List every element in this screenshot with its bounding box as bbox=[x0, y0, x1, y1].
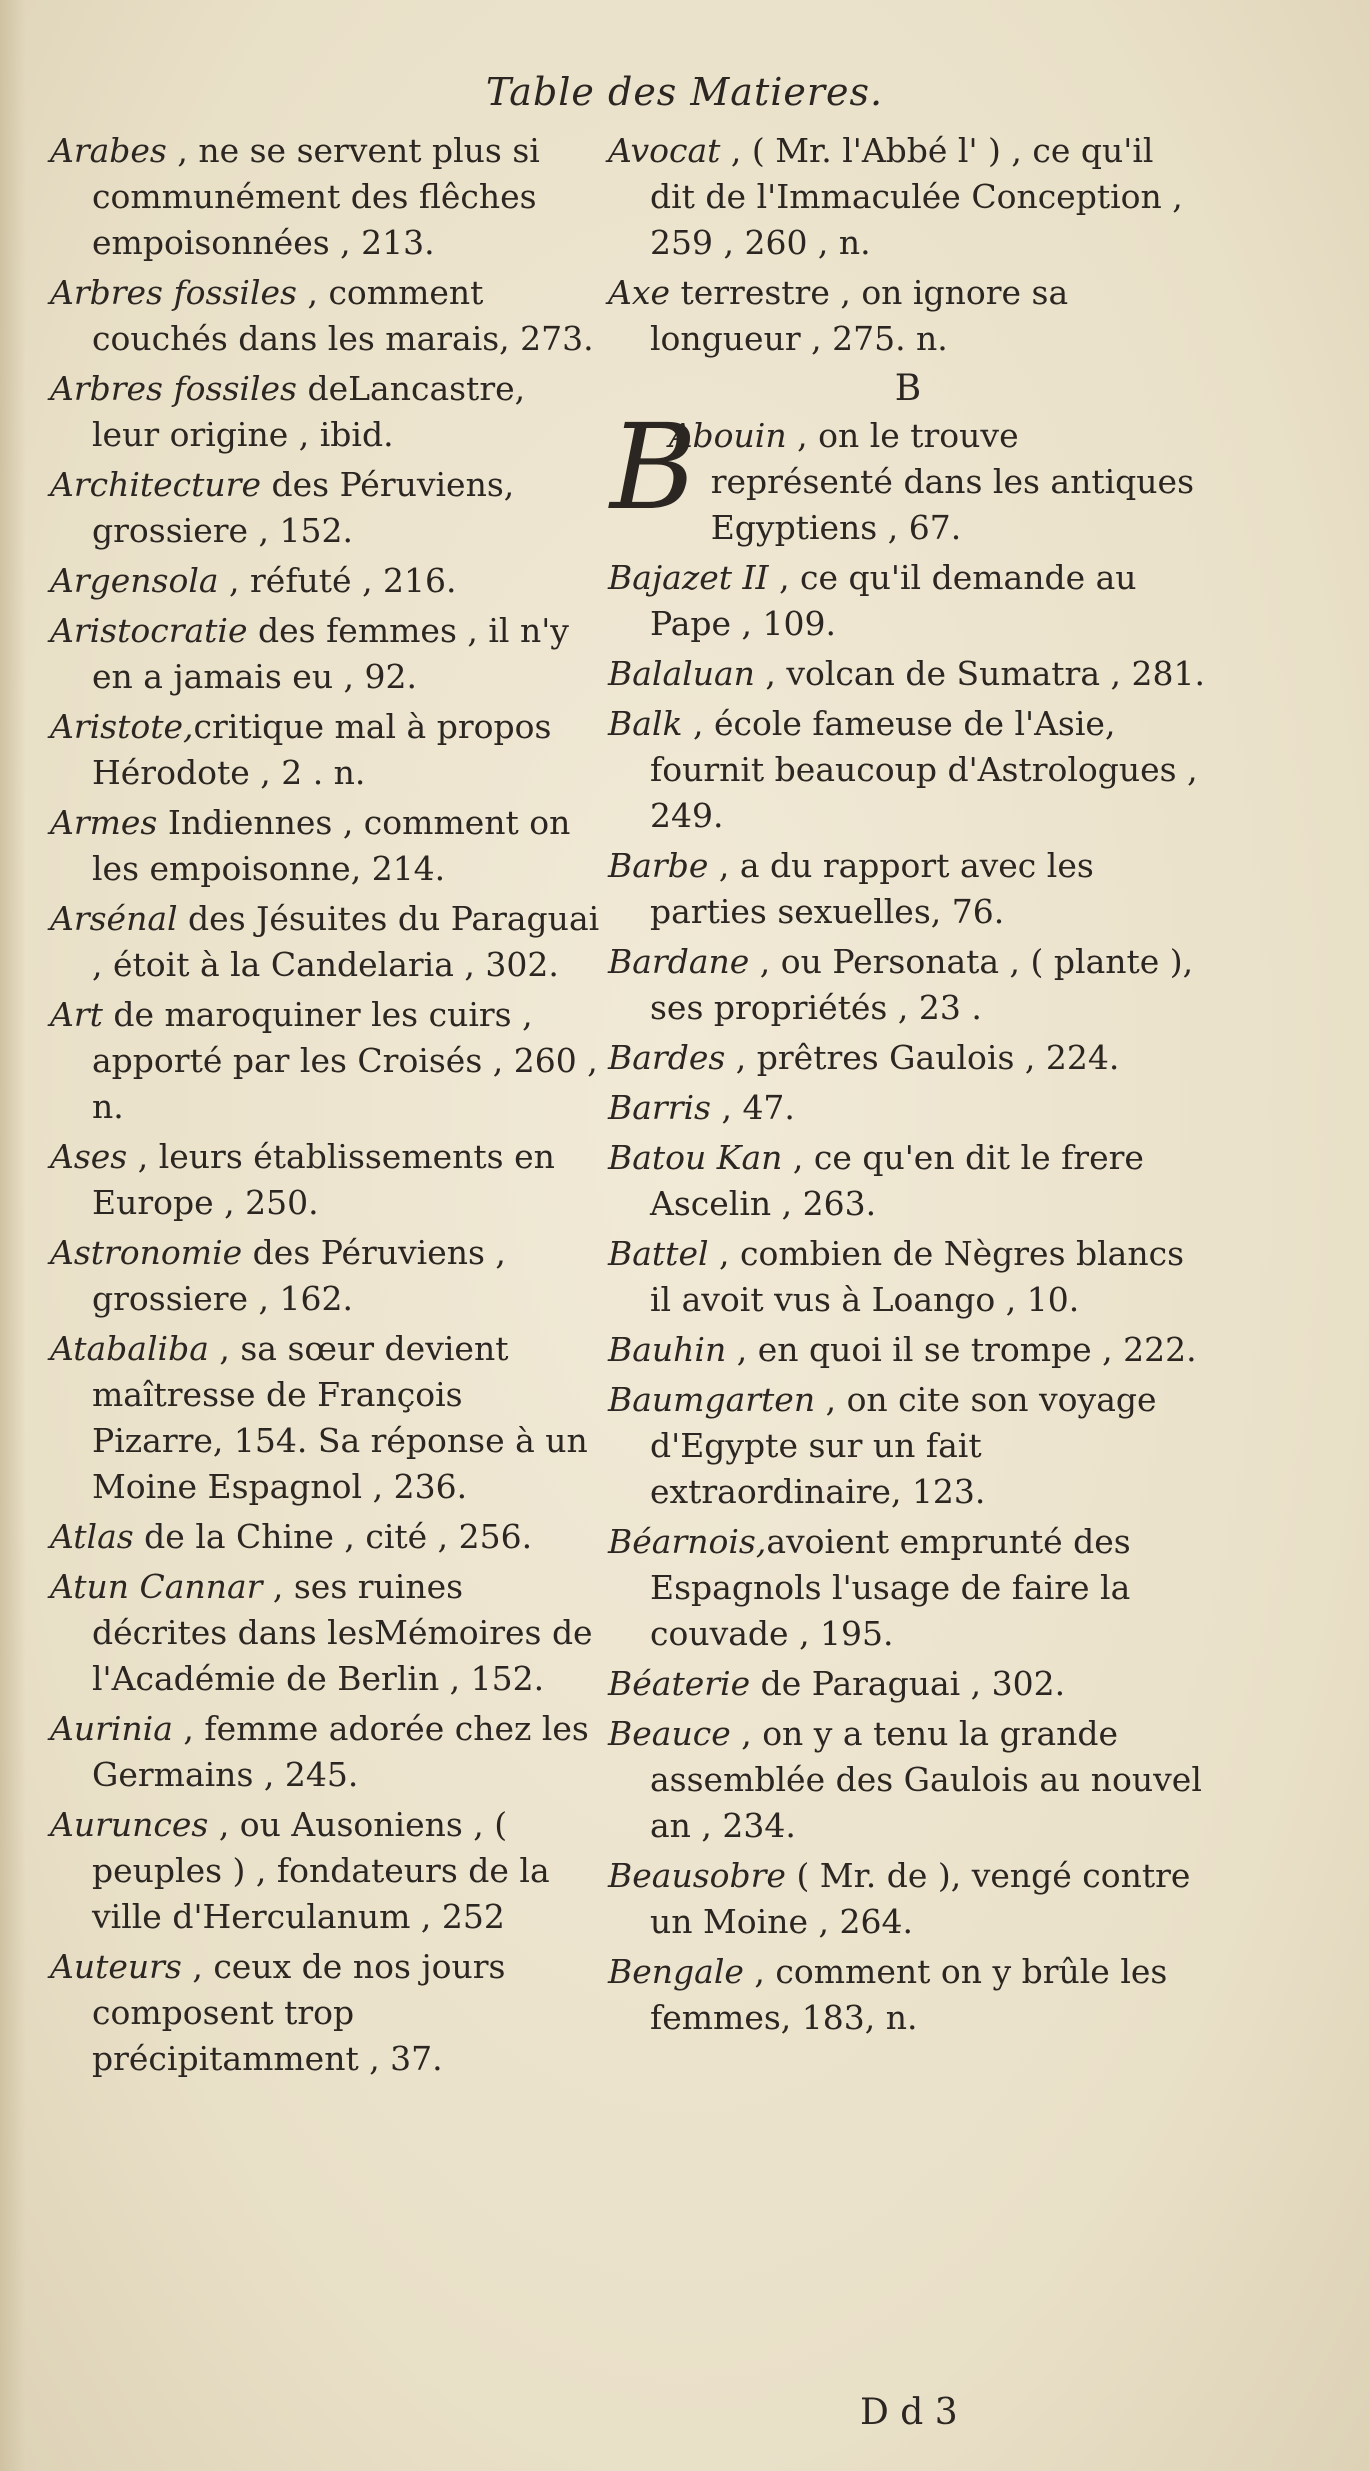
entry-text: , comment on y brûle les femmes, 183, n. bbox=[650, 1952, 1168, 2037]
entry-text: Indiennes , comment on les empoisonne, 214. bbox=[92, 803, 571, 888]
index-entry bbox=[608, 1661, 1208, 1707]
entry-text: , ce qu'il demande au Pape , 109. bbox=[650, 558, 1137, 643]
index-entry bbox=[608, 270, 1208, 362]
entry-text: , combien de Nègres blancs il avoit vus à Loango , 10. bbox=[650, 1234, 1185, 1319]
entry-text: de la Chine , cité , 256. bbox=[133, 1517, 533, 1556]
index-entry bbox=[50, 704, 600, 796]
index-entry bbox=[50, 1564, 600, 1702]
entry-headword: Balk bbox=[608, 704, 683, 743]
index-entry bbox=[50, 1134, 600, 1226]
entry-text: des Péruviens, grossiere , 152. bbox=[92, 465, 515, 550]
entry-text: des Péruviens , grossiere , 162. bbox=[92, 1233, 506, 1318]
entry-headword: Beauce bbox=[608, 1714, 731, 1753]
index-entry bbox=[50, 128, 600, 266]
entry-headword: Barbe bbox=[608, 846, 709, 885]
entry-text: terrestre , on ignore sa longueur , 275. n. bbox=[650, 273, 1069, 358]
right-entries-b bbox=[608, 555, 1208, 2041]
entry-headword: Arbres fossiles bbox=[50, 369, 297, 408]
index-entry bbox=[608, 398, 1208, 551]
entry-text: , sa sœur devient maîtresse de François Pizarre, 154. Sa réponse à un Moine Espagnol , 236. bbox=[92, 1329, 588, 1506]
entry-headword: Axe bbox=[608, 273, 670, 312]
index-entry bbox=[50, 1944, 600, 2082]
index-entry bbox=[608, 1853, 1208, 1945]
entry-text: , 47. bbox=[710, 1088, 795, 1127]
entry-text: , réfuté , 216. bbox=[218, 561, 457, 600]
entry-headword: Bengale bbox=[608, 1952, 744, 1991]
entry-headword: Architecture bbox=[50, 465, 261, 504]
index-entry bbox=[50, 992, 600, 1130]
entry-text: , leurs établissements en Europe , 250. bbox=[92, 1137, 555, 1222]
entry-headword: Aristote, bbox=[50, 707, 194, 746]
entry-headword: Armes bbox=[50, 803, 158, 842]
index-entry bbox=[608, 701, 1208, 839]
entry-text: de Paraguai , 302. bbox=[750, 1664, 1066, 1703]
entry-headword: Arabes bbox=[50, 131, 167, 170]
entry-text: de maroquiner les cuirs , apporté par les Croisés , 260 , n. bbox=[92, 995, 598, 1126]
index-entry bbox=[50, 1326, 600, 1510]
index-entry bbox=[608, 651, 1208, 697]
index-entry bbox=[608, 1327, 1208, 1373]
left-column bbox=[50, 128, 600, 2086]
index-entry bbox=[50, 1706, 600, 1798]
entry-headword: Béaterie bbox=[608, 1664, 751, 1703]
section-letter: B bbox=[894, 368, 922, 409]
index-entry bbox=[608, 1949, 1208, 2041]
entry-text: , on cite son voyage d'Egypte sur un fait extraordinaire, 123. bbox=[650, 1380, 1157, 1511]
index-entry bbox=[608, 1377, 1208, 1515]
entry-headword: Astronomie bbox=[50, 1233, 243, 1272]
index-entry bbox=[608, 1135, 1208, 1227]
entry-text: , volcan de Sumatra , 281. bbox=[754, 654, 1205, 693]
entry-text: des Jésuites du Paraguai , étoit à la Candelaria , 302. bbox=[92, 899, 600, 984]
entry-headword: Béarnois, bbox=[608, 1522, 767, 1561]
right-entries-a bbox=[608, 128, 1208, 362]
index-entry bbox=[50, 608, 600, 700]
entry-headword: Avocat bbox=[608, 131, 721, 170]
index-entry bbox=[50, 800, 600, 892]
drop-capital: B bbox=[610, 398, 697, 536]
entry-headword: Art bbox=[50, 995, 103, 1034]
right-column bbox=[608, 128, 1208, 2045]
entry-text: , ne se servent plus si communément des flêches empoisonnées , 213. bbox=[92, 131, 540, 262]
entry-headword: Aristocratie bbox=[50, 611, 248, 650]
entry-headword: Bajazet II bbox=[608, 558, 769, 597]
entry-headword: Balaluan bbox=[608, 654, 755, 693]
entry-text: , a du rapport avec les parties sexuelles, 76. bbox=[650, 846, 1094, 931]
index-entry bbox=[608, 128, 1208, 266]
entry-headword: Atun Cannar bbox=[50, 1567, 263, 1606]
entry-headword: Atlas bbox=[50, 1517, 134, 1556]
index-entry bbox=[50, 462, 600, 554]
entry-headword: Bardane bbox=[608, 942, 750, 981]
index-entry bbox=[50, 270, 600, 362]
index-entry bbox=[50, 1802, 600, 1940]
entry-text: , ce qu'en dit le frere Ascelin , 263. bbox=[650, 1138, 1144, 1223]
entry-headword: Baumgarten bbox=[608, 1380, 816, 1419]
entry-headword: Bauhin bbox=[608, 1330, 727, 1369]
entry-headword: Auteurs bbox=[50, 1947, 182, 1986]
entry-text: , ceux de nos jours composent trop précipitamment , 37. bbox=[92, 1947, 506, 2078]
entry-text: , comment couchés dans les marais, 273. bbox=[92, 273, 594, 358]
entry-text: deLancastre, leur origine , ibid. bbox=[92, 369, 526, 454]
entry-headword: Battel bbox=[608, 1234, 709, 1273]
entry-text: , ou Personata , ( plante ), ses propriétés , 23 . bbox=[650, 942, 1194, 1027]
entry-text: , prêtres Gaulois , 224. bbox=[725, 1038, 1120, 1077]
entry-headword: Ases bbox=[50, 1137, 128, 1176]
signature-mark: D d 3 bbox=[860, 2392, 958, 2433]
index-entry bbox=[608, 843, 1208, 935]
entry-headword: Atabaliba bbox=[50, 1329, 209, 1368]
index-entry bbox=[50, 366, 600, 458]
entry-text: , en quoi il se trompe , 222. bbox=[726, 1330, 1197, 1369]
entry-headword: Abouin bbox=[668, 416, 787, 455]
entry-text: avoient emprunté des Espagnols l'usage de faire la couvade , 195. bbox=[650, 1522, 1131, 1653]
page-gutter-shadow bbox=[0, 0, 26, 2471]
entry-headword: Arbres fossiles bbox=[50, 273, 297, 312]
index-entry bbox=[50, 1230, 600, 1322]
entry-text: , ( Mr. l'Abbé l' ) , ce qu'il dit de l'Immaculée Conception , 259 , 260 , n. bbox=[650, 131, 1183, 262]
index-entry bbox=[608, 1231, 1208, 1323]
index-entry bbox=[608, 939, 1208, 1031]
entry-headword: Beausobre bbox=[608, 1856, 786, 1895]
entry-headword: Aurunces bbox=[50, 1805, 209, 1844]
index-entry bbox=[50, 558, 600, 604]
entry-text: , on le trouve représenté dans les antiques Egyptiens , 67. bbox=[710, 416, 1195, 547]
entry-text: des femmes , il n'y en a jamais eu , 92. bbox=[92, 611, 569, 696]
entry-text: critique mal à propos Hérodote , 2 . n. bbox=[92, 707, 552, 792]
index-entry bbox=[50, 1514, 600, 1560]
entry-text: , femme adorée chez les Germains , 245. bbox=[92, 1709, 589, 1794]
index-entry bbox=[608, 1035, 1208, 1081]
entry-text: , on y a tenu la grande assemblée des Gaulois au nouvel an , 234. bbox=[650, 1714, 1202, 1845]
index-entry bbox=[608, 1519, 1208, 1657]
entry-headword: Aurinia bbox=[50, 1709, 173, 1748]
index-entry bbox=[608, 1711, 1208, 1849]
index-entry bbox=[608, 1085, 1208, 1131]
entry-text: , ses ruines décrites dans lesMémoires de l'Académie de Berlin , 152. bbox=[92, 1567, 593, 1698]
entry-headword: Argensola bbox=[50, 561, 219, 600]
index-entry bbox=[50, 896, 600, 988]
running-header: Table des Matieres. bbox=[485, 70, 884, 114]
entry-headword: Bardes bbox=[608, 1038, 726, 1077]
index-entry bbox=[608, 555, 1208, 647]
entry-text: , ou Ausoniens , ( peuples ) , fondateurs de la ville d'Herculanum , 252 bbox=[92, 1805, 550, 1936]
entry-headword: Arsénal bbox=[50, 899, 178, 938]
entry-headword: Batou Kan bbox=[608, 1138, 783, 1177]
entry-text: , école fameuse de l'Asie, fournit beaucoup d'Astrologues , 249. bbox=[650, 704, 1198, 835]
entry-headword: Barris bbox=[608, 1088, 711, 1127]
entry-text: ( Mr. de ), vengé contre un Moine , 264. bbox=[650, 1856, 1191, 1941]
